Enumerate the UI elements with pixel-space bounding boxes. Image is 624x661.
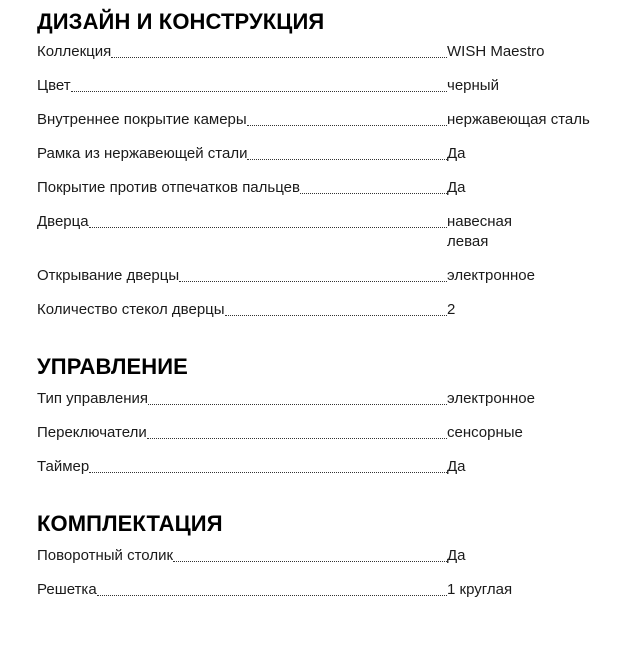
spec-row-control-type xyxy=(37,389,624,409)
dotted-leader xyxy=(71,90,447,92)
spec-label: Внутреннее покрытие камеры xyxy=(37,111,247,128)
dotted-leader xyxy=(179,280,447,282)
spec-row-inner-coating xyxy=(37,110,624,130)
section-design xyxy=(37,0,624,320)
spec-value: Да xyxy=(447,547,466,564)
dotted-leader xyxy=(300,192,447,194)
spec-value: 2 xyxy=(447,301,456,318)
spec-label: Коллекция xyxy=(37,43,112,60)
spec-label: Количество стекол дверцы xyxy=(37,301,225,318)
spec-row-timer xyxy=(37,457,624,477)
spec-label: Тип управления xyxy=(37,390,148,407)
spec-value: нержавеющая сталь xyxy=(447,111,590,128)
spec-label: Открывание дверцы xyxy=(37,267,180,284)
spec-value: WISH Maestro xyxy=(447,43,545,60)
spec-list xyxy=(37,546,624,600)
spec-label: Покрытие против отпечатков пальцев xyxy=(37,179,300,196)
dotted-leader xyxy=(148,403,447,405)
spec-label: Рамка из нержавеющей стали xyxy=(37,145,248,162)
dotted-leader xyxy=(89,226,447,228)
spec-row-switches xyxy=(37,423,624,443)
section-control xyxy=(37,320,624,477)
spec-value: 1 круглая xyxy=(447,581,513,598)
spec-value: электронное xyxy=(447,390,535,407)
spec-row-door xyxy=(37,212,624,252)
spec-value: Да xyxy=(447,145,466,162)
spec-label: Решетка xyxy=(37,581,97,598)
section-title: КОМПЛЕКТАЦИЯ xyxy=(37,511,223,536)
dotted-leader xyxy=(89,471,447,473)
spec-value: навесная левая xyxy=(447,213,513,250)
section-equipment xyxy=(37,477,624,600)
dotted-leader xyxy=(173,560,447,562)
dotted-leader xyxy=(247,158,447,160)
spec-row-collection xyxy=(37,42,624,62)
spec-row-color xyxy=(37,76,624,96)
spec-value: электронное xyxy=(447,267,535,284)
spec-row-grill-rack xyxy=(37,580,624,600)
spec-value: Да xyxy=(447,179,466,196)
spec-list xyxy=(37,389,624,477)
dotted-leader xyxy=(97,594,447,596)
spec-value: сенсорные xyxy=(447,424,523,441)
spec-label: Цвет xyxy=(37,77,71,94)
spec-row-anti-fingerprint xyxy=(37,178,624,198)
spec-row-door-glass-count xyxy=(37,300,624,320)
dotted-leader xyxy=(225,314,447,316)
spec-label: Переключатели xyxy=(37,424,147,441)
spec-row-turntable xyxy=(37,546,624,566)
spec-value: Да xyxy=(447,458,466,475)
dotted-leader xyxy=(247,124,447,126)
dotted-leader xyxy=(111,56,447,58)
spec-list xyxy=(37,42,624,320)
spec-value: черный xyxy=(447,77,499,94)
section-title: УПРАВЛЕНИЕ xyxy=(37,354,188,379)
spec-label: Дверца xyxy=(37,213,89,230)
spec-label: Поворотный столик xyxy=(37,547,174,564)
spec-row-door-opening xyxy=(37,266,624,286)
section-title: ДИЗАЙН И КОНСТРУКЦИЯ xyxy=(37,9,325,34)
dotted-leader xyxy=(147,437,447,439)
spec-row-steel-frame xyxy=(37,144,624,164)
spec-label: Таймер xyxy=(37,458,90,475)
